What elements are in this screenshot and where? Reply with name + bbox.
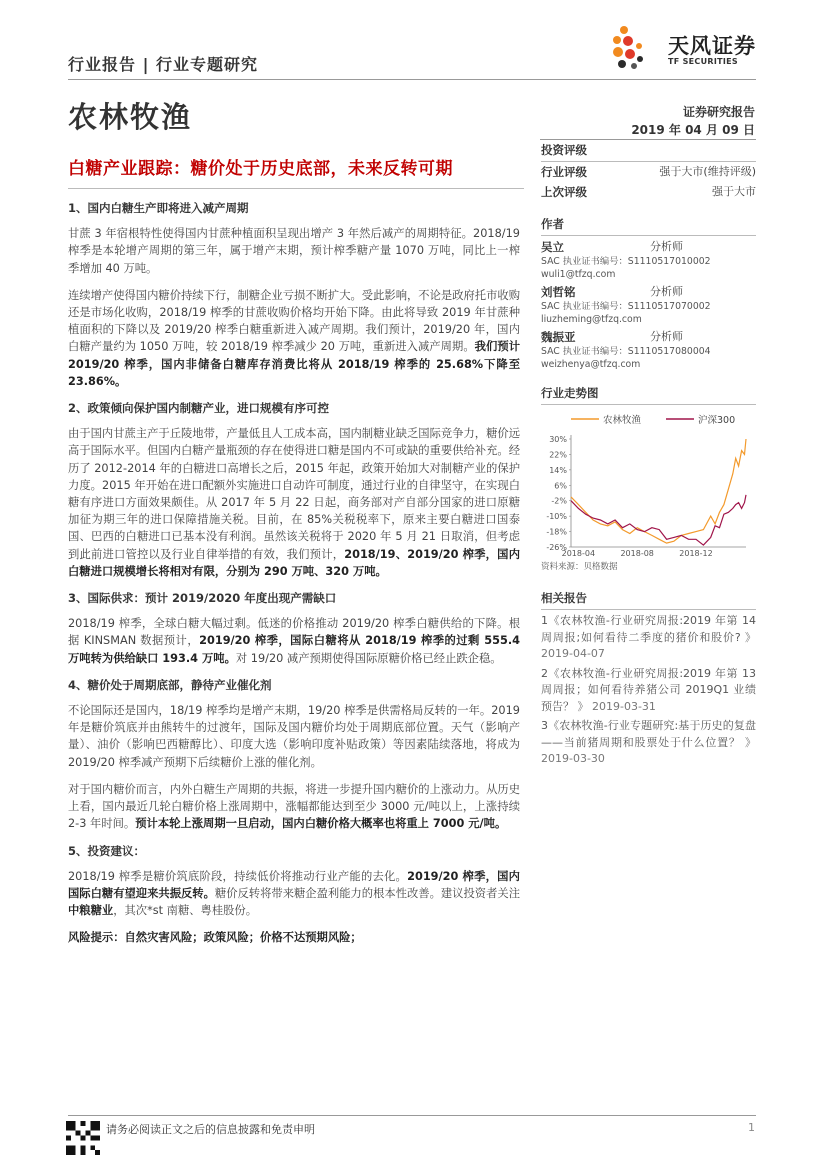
legend-label: 农林牧渔 bbox=[603, 415, 642, 426]
paragraph: 不论国际还是国内，18/19 榨季均是增产末期，19/20 榨季是供需格局反转的一年。2019 年是糖价筑底并由熊转牛的过渡年，国际及国内糖价均处于周期底部位置。天气（影响产量）、油价（影响巴西糖醇比）、印度大选（影响印度补贴政策）等因素陆续落地，将成为 2019/20 榨季减产预期下后续糖价上涨的催化剂。 bbox=[68, 704, 520, 769]
logo-name-en: TF SECURITIES bbox=[668, 57, 738, 66]
section-heading-4: 4、糖价处于周期底部，静待产业催化剂 bbox=[68, 677, 272, 692]
section-heading-1: 1、国内白糖生产即将进入减产周期 bbox=[68, 201, 249, 215]
y-tick-label: -10% bbox=[546, 512, 567, 522]
legend-label: 沪深300 bbox=[698, 415, 736, 426]
analyst-card: 吴立 分析师 SAC 执业证书编号：S1110517010002 wuli1@tfzq.com bbox=[541, 239, 756, 281]
analyst-email[interactable]: weizhenya@tfzq.com bbox=[541, 359, 641, 370]
y-tick-label: -18% bbox=[546, 527, 567, 537]
paragraph: 对于国内糖价而言，内外白糖生产周期的共振，将进一步提升国内糖价的上涨动力。从历史上看，国内最近几轮白糖价格上涨周期中，涨幅都能达到至少 3000 元/吨以上，上涨持续 2-3 年时间。预计本轮上涨周期一旦启动，国内白糖价格大概率也将重上 7000 元/吨。 bbox=[68, 782, 520, 831]
industry-rating: 行业评级 强于大市(维持评级) bbox=[541, 165, 756, 179]
sector-title: 农林牧渔 bbox=[68, 100, 193, 134]
header-divider bbox=[68, 79, 756, 80]
footer-disclaimer[interactable]: 请务必阅读正文之后的信息披露和免责申明 bbox=[106, 1123, 315, 1136]
paragraph: 连续增产使得国内糖价持续下行，制糖企业亏损不断扩大。受此影响，不论是政府托市收购还是市场化收购，2018/19 榨季的甘蔗收购价格均开始下降。由此将导致 2019 年甘蔗种植面积的下降以及 2019/20 榨季白糖重新进入减产周期。我们预计，2019/20 年，国内白糖产量约为 1050 万吨，较 2018/19 榨季减少 20 万吨，重新进入减产周期。我们预计 2019/20 榨季，国内非储备白糖库存消费比将从 2018/19 榨季的 25.68%下降至 23.86%。 bbox=[68, 288, 520, 388]
rating-heading: 投资评级 bbox=[541, 140, 756, 162]
paragraph: 由于国内甘蔗主产于丘陵地带，产量低且人工成本高，国内制糖业缺乏国际竞争力，糖价远高于国际水平。但国内白糖产量瓶颈的存在使得进口糖是国内不可或缺的重要供给补充。经历了 2012-2014 年的白糖进口高增长之后，2015 年起，政策开始加大对制糖产业的保护力度。2015 年开始在进口配额外实施进口自动许可制度，通过行业的自律坚守，在实现白糖有序进口方面效果颇佳。从 2017 年 5 月 22 日起，商务部对产自部分国家的进口原糖加征为期三年的进口保障措施关税。目前，在 85%关税税率下，原来主要白糖进口国泰国、巴西的白糖进口已基本没有利润。虽然该关税将于 2020 年 5 月 21 日取消，但考虑到此前进口管控以及行业自律举措的有效，我们预计，2018/19、2019/20 榨季，国内白糖进口规模增长将相对有限，分别为 290 万吨、320 万吨。 bbox=[68, 427, 520, 578]
qr-code-icon bbox=[66, 1121, 100, 1155]
paragraph: 2018/19 榨季，全球白糖大幅过剩。低迷的价格推动 2019/20 榨季白糖供给的下降。根据 KINSMAN 数据预计，2019/20 榨季，国际白糖将从 2018/19 榨季的过剩 555.4 万吨转为供给缺口 193.4 万吨。对 19/20 减产预期使得国际原糖价格已经止跌企稳。 bbox=[68, 617, 520, 665]
paragraph: 甘蔗 3 年宿根特性使得国内甘蔗种植面积呈现出增产 3 年然后减产的周期特征。2018/19 榨季是本轮增产周期的第三年，属于增产末期，预计榨季糖产量 1070 万吨，同比上一榨季增加 40 万吨。 bbox=[68, 227, 520, 275]
section-heading-3: 3、国际供求：预计 2019/2020 年度出现产需缺口 bbox=[68, 591, 337, 606]
related-heading: 相关报告 bbox=[541, 588, 756, 610]
series-line-csi300 bbox=[571, 495, 746, 545]
trend-chart-heading: 行业走势图 bbox=[541, 383, 756, 405]
section-heading-2: 2、政策倾向保护国内制糖产业，进口规模有序可控 bbox=[68, 401, 329, 416]
y-tick-label: -2% bbox=[551, 496, 567, 506]
y-tick-label: 22% bbox=[549, 450, 567, 460]
trend-chart bbox=[541, 409, 756, 560]
analyst-email[interactable]: wuli1@tfzq.com bbox=[541, 269, 616, 280]
x-tick-label: 2018-12 bbox=[679, 549, 713, 557]
page-number: 1 bbox=[748, 1121, 755, 1134]
paragraph: 2018/19 榨季是糖价筑底阶段，持续低价将推动行业产能的去化。2019/20 榨季，国内国际白糖有望迎来共振反转。糖价反转将带来糖企盈利能力的根本性改善。建议投资者关注中粮糖业，其次*st 南糖、粤桂股份。 bbox=[68, 869, 520, 918]
author-heading: 作者 bbox=[541, 214, 756, 236]
footer-divider bbox=[68, 1115, 756, 1116]
report-category: 证券研究报告 bbox=[682, 105, 755, 119]
last-rating: 上次评级 强于大市 bbox=[541, 185, 756, 199]
related-reports bbox=[541, 613, 756, 768]
y-tick-label: 14% bbox=[549, 465, 567, 475]
document-type: 行业报告 | 行业专题研究 bbox=[68, 55, 258, 74]
y-tick-label: 6% bbox=[554, 481, 567, 491]
report-date: 2019 年 04 月 09 日 bbox=[631, 123, 755, 137]
x-tick-label: 2018-04 bbox=[561, 549, 596, 557]
trend-chart-svg bbox=[541, 409, 756, 557]
related-report[interactable]: 3《农林牧渔-行业专题研究:基于历史的复盘——当前猪周期和股票处于什么位置？ 》 2019-03-30 bbox=[541, 719, 756, 765]
risk-warning: 风险提示：自然灾害风险；政策风险；价格不达预期风险； bbox=[68, 931, 362, 945]
main-content bbox=[68, 200, 520, 957]
sidebar bbox=[541, 140, 756, 768]
chart-source: 资料来源：贝格数据 bbox=[541, 562, 618, 572]
report-title: 白糖产业跟踪：糖价处于历史底部，未来反转可期 bbox=[68, 159, 453, 179]
y-tick-label: 30% bbox=[549, 435, 567, 444]
analyst-card: 刘哲铭 分析师 SAC 执业证书编号：S1110517070002 liuzheming@tfzq.com bbox=[541, 284, 756, 326]
analyst-email[interactable]: liuzheming@tfzq.com bbox=[541, 314, 642, 325]
y-tick-label: -26% bbox=[546, 543, 567, 552]
section-heading-5: 5、投资建议： bbox=[68, 843, 146, 858]
logo-name-cn: 天风证券 bbox=[668, 34, 756, 58]
related-report[interactable]: 1《农林牧渔-行业研究周报:2019 年第 14 周周报;如何看待二季度的猪价和股价? 》 2019-04-07 bbox=[541, 614, 756, 660]
related-report[interactable]: 2《农林牧渔-行业研究周报:2019 年第 13 周周报；如何看待养猪公司 2019Q1 业绩预告？ 》 2019-03-31 bbox=[541, 666, 756, 713]
x-tick-label: 2018-08 bbox=[620, 549, 654, 557]
analyst-card: 魏振亚 分析师 SAC 执业证书编号：S1110517080004 weizhenya@tfzq.com bbox=[541, 329, 756, 371]
title-divider bbox=[68, 188, 524, 189]
